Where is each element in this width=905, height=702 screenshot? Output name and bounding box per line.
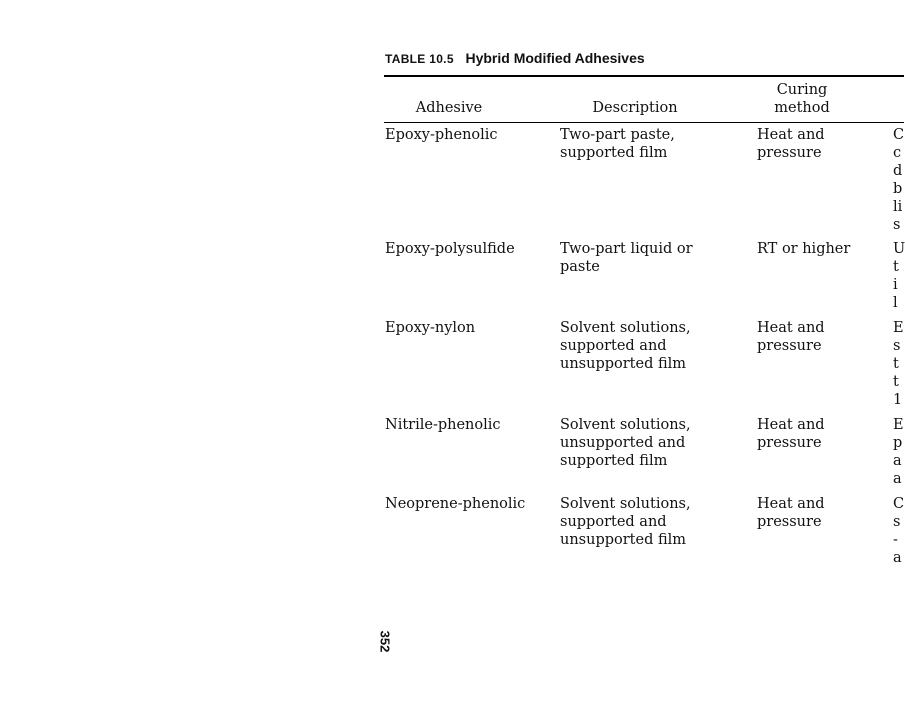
cell-description: Solvent solutions, supported and unsupported film <box>560 320 691 372</box>
cell-adhesive: Nitrile-phenolic <box>385 417 501 433</box>
cell-truncated-text: U t i l <box>893 241 905 311</box>
header-adhesive: Adhesive <box>415 100 483 116</box>
cell-adhesive: Epoxy-phenolic <box>385 127 498 143</box>
table-title: Hybrid Modified Adhesives <box>465 50 645 66</box>
cell-adhesive: Epoxy-nylon <box>385 320 476 336</box>
cell-curing-method: RT or higher <box>757 241 851 257</box>
cell-description: Solvent solutions, supported and unsupported film <box>560 496 691 548</box>
page-number: 352 <box>377 630 393 653</box>
cell-description: Two-part liquid or paste <box>560 241 693 275</box>
cell-description: Solvent solutions, unsupported and supported film <box>560 417 691 469</box>
cell-truncated-text: C s - a <box>893 496 905 566</box>
cell-truncated-text: E s t t 1 <box>893 320 904 408</box>
cell-curing-method: Heat and pressure <box>757 127 825 161</box>
cell-adhesive: Neoprene-phenolic <box>385 496 526 512</box>
table-caption <box>385 50 645 66</box>
cell-curing-method: Heat and pressure <box>757 417 825 451</box>
table-top-rule <box>384 75 904 77</box>
cell-curing-method: Heat and pressure <box>757 320 825 354</box>
header-curing-method: Curing method <box>774 82 830 116</box>
header-description: Description <box>592 100 678 116</box>
cell-truncated-text: E p a a <box>893 417 904 487</box>
cell-curing-method: Heat and pressure <box>757 496 825 530</box>
cell-truncated-text: C c d b li s <box>893 127 905 233</box>
table-label: TABLE 10.5 <box>385 52 454 66</box>
cell-adhesive: Epoxy-polysulfide <box>385 241 515 257</box>
table-header-rule <box>384 122 904 123</box>
cell-description: Two-part paste, supported film <box>560 127 675 161</box>
